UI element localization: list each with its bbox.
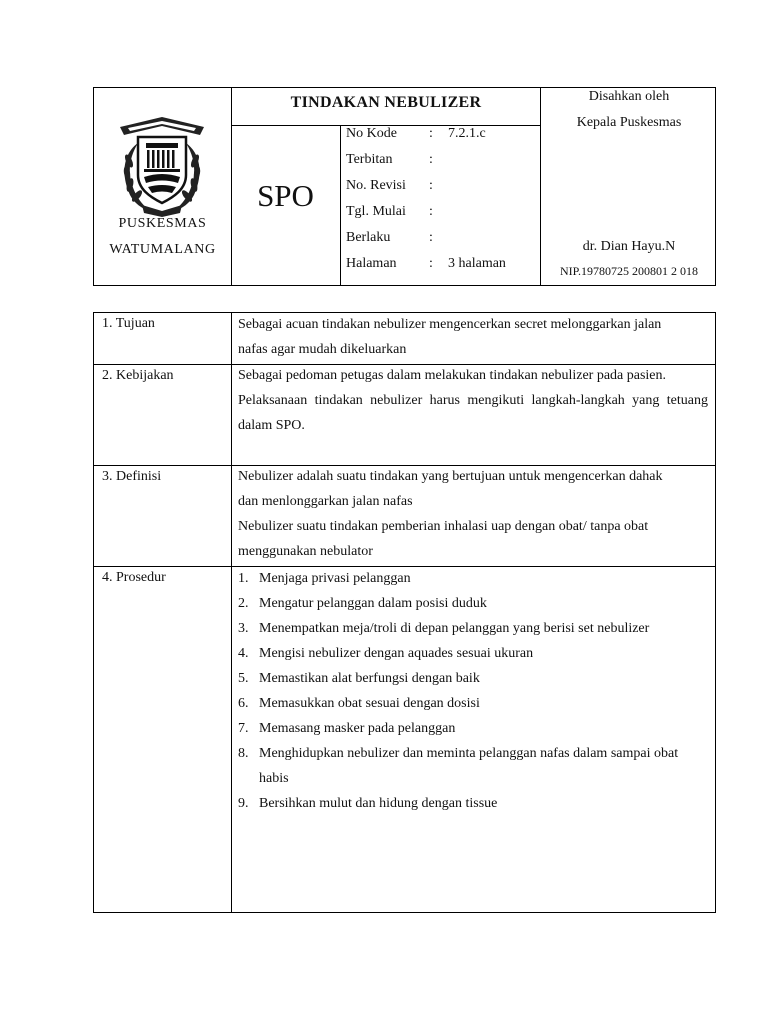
- step-text: Menghidupkan nebulizer dan meminta pelanggan nafas dalam sampai obat habis: [259, 746, 679, 786]
- meta-colon: :: [429, 230, 433, 245]
- meta-label: Halaman: [346, 256, 397, 271]
- meta-colon: :: [429, 178, 433, 193]
- list-item: [238, 616, 708, 641]
- meta-label: No Kode: [346, 126, 397, 141]
- list-item: [238, 641, 708, 666]
- approver-nip: NIP.19780725 200801 2 018: [559, 264, 698, 278]
- step-number: 1.: [238, 571, 249, 586]
- text-paragraph: Pelaksanaan tindakan nebulizer harus mengikuti langkah-langkah yang tetuang dalam SPO.: [238, 393, 708, 433]
- list-item: [238, 716, 708, 741]
- list-item: [238, 791, 708, 816]
- step-number: 6.: [238, 696, 249, 711]
- step-number: 9.: [238, 796, 249, 811]
- section-label-prosedur: 4. Prosedur: [102, 570, 166, 585]
- approval-position: Kepala Puskesmas: [576, 115, 682, 130]
- text-paragraph: Sebagai pedoman petugas dalam melakukan tindakan nebulizer pada pasien.: [238, 368, 667, 383]
- document-title: TINDAKAN NEBULIZER: [290, 94, 482, 111]
- step-text: Memastikan alat berfungsi dengan baik: [259, 671, 480, 686]
- step-number: 8.: [238, 746, 249, 761]
- meta-label: Tgl. Mulai: [346, 204, 406, 219]
- section-label-tujuan: 1. Tujuan: [102, 316, 155, 331]
- puskesmas-emblem-logo: [116, 113, 208, 217]
- divider: [340, 126, 341, 285]
- text-line: Sebagai acuan tindakan nebulizer mengencerkan secret melonggarkan jalan: [238, 317, 662, 332]
- organization-name-line1: PUSKESMAS: [118, 216, 207, 231]
- procedure-steps: [238, 566, 708, 816]
- procedure-table: [93, 312, 716, 913]
- meta-label: Berlaku: [346, 230, 391, 245]
- text-line: Nebulizer suatu tindakan pemberian inhalasi uap dengan obat/ tanpa obat: [238, 519, 649, 534]
- step-number: 3.: [238, 621, 249, 636]
- meta-colon: :: [429, 152, 433, 167]
- text-line: menggunakan nebulator: [238, 544, 373, 559]
- list-item: [238, 691, 708, 716]
- step-number: 7.: [238, 721, 249, 736]
- text-line: Nebulizer adalah suatu tindakan yang bertujuan untuk mengencerkan dahak: [238, 469, 663, 484]
- text-line: dan menlonggarkan jalan nafas: [238, 494, 413, 509]
- list-item: [238, 566, 708, 591]
- step-number: 2.: [238, 596, 249, 611]
- document-type: SPO: [257, 178, 314, 213]
- meta-label: No. Revisi: [346, 178, 406, 193]
- step-text: Mengatur pelanggan dalam posisi duduk: [259, 596, 487, 611]
- header-table: [93, 87, 716, 286]
- text-line: nafas agar mudah dikeluarkan: [238, 342, 407, 357]
- list-item: [238, 591, 708, 616]
- step-text: Memasukkan obat sesuai dengan dosisi: [259, 696, 480, 711]
- approval-label: Disahkan oleh: [588, 89, 670, 104]
- meta-label: Terbitan: [346, 152, 393, 167]
- meta-colon: :: [429, 256, 433, 271]
- approver-name: dr. Dian Hayu.N: [582, 239, 676, 254]
- step-text: Memasang masker pada pelanggan: [259, 721, 456, 736]
- step-text: Menjaga privasi pelanggan: [259, 571, 411, 586]
- step-text: Mengisi nebulizer dengan aquades sesuai ukuran: [259, 646, 534, 661]
- meta-value: 7.2.1.c: [448, 126, 486, 141]
- section-text-kebijakan: [238, 363, 708, 438]
- list-item: [238, 666, 708, 691]
- step-text: Menempatkan meja/troli di depan pelanggan yang berisi set nebulizer: [259, 621, 650, 636]
- meta-colon: :: [429, 204, 433, 219]
- section-text-definisi: [238, 464, 708, 564]
- meta-value: 3 halaman: [448, 256, 506, 271]
- section-label-definisi: 3. Definisi: [102, 469, 162, 484]
- organization-name-line2: WATUMALANG: [109, 242, 216, 257]
- meta-colon: :: [429, 126, 433, 141]
- step-text: Bersihkan mulut dan hidung dengan tissue: [259, 796, 498, 811]
- section-label-kebijakan: 2. Kebijakan: [102, 368, 174, 383]
- step-number: 4.: [238, 646, 249, 661]
- step-number: 5.: [238, 671, 249, 686]
- section-text-tujuan: [238, 312, 708, 362]
- list-item: [238, 741, 708, 791]
- divider: [231, 313, 232, 912]
